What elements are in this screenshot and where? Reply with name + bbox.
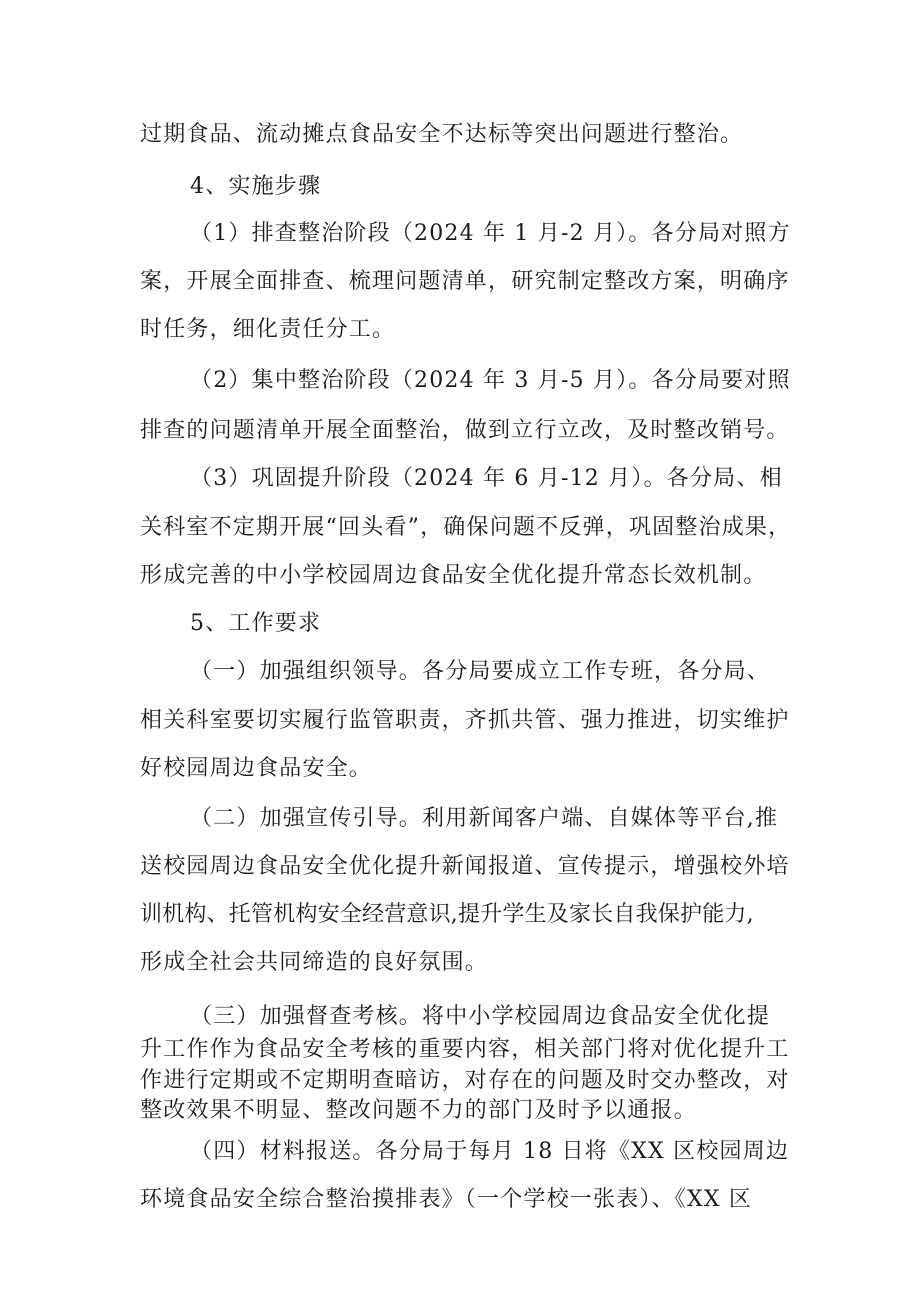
text-line: 相关科室要切实履行监管职责，齐抓共管、强力推进，切实维护 (140, 708, 790, 733)
text-line: 训机构、托管机构安全经营意识,提升学生及家长自我保护能力, (140, 902, 754, 927)
text-line: 关科室不定期开展“回头看”，确保问题不反弹，巩固整治成果， (140, 515, 792, 540)
section-heading: 5、工作要求 (190, 611, 322, 636)
text-line: （1）排查整治阶段（2024 年 1 月-2 月）。各分局对照方 (190, 221, 791, 246)
text-line: 好校园周边食品安全。 (140, 756, 373, 781)
text-line: （二）加强宣传引导。利用新闻客户端、自媒体等平台,推 (190, 806, 779, 831)
text-line: （三）加强督查考核。将中小学校园周边食品安全优化提 (190, 1004, 771, 1029)
text-line: （3）巩固提升阶段（2024 年 6 月-12 月）。各分局、相 (190, 466, 783, 491)
text-line: 排查的问题清单开展全面整治，做到立行立改，及时整改销号。 (140, 418, 790, 443)
text-line: 送校园周边食品安全优化提升新闻报道、宣传提示，增强校外培 (140, 854, 790, 879)
text-line: （四）材料报送。各分局于每月 18 日将《XX 区校园周边 (190, 1139, 790, 1164)
text-line: （2）集中整治阶段（2024 年 3 月-5 月）。各分局要对照 (190, 368, 791, 393)
text-line: 作进行定期或不定期明查暗访，对存在的问题及时交办整改，对 (140, 1068, 790, 1093)
text-line: 案，开展全面排查、梳理问题清单，研究制定整改方案，明确序 (140, 269, 790, 294)
text-line: 整改效果不明显、整改问题不力的部门及时予以通报。 (140, 1098, 697, 1123)
text-line: 形成完善的中小学校园周边食品安全优化提升常态长效机制。 (140, 563, 767, 588)
text-line: 环境食品安全综合整治摸排表》（一个学校一张表）、《XX 区 (140, 1187, 753, 1212)
text-line: 升工作作为食品安全考核的重要内容，相关部门将对优化提升工 (140, 1037, 790, 1062)
text-line: 时任务，细化责任分工。 (140, 317, 396, 342)
text-line: （一）加强组织领导。各分局要成立工作专班，各分局、 (190, 659, 771, 684)
text-line: 过期食品、流动摊点食品安全不达标等突出问题进行整治。 (140, 122, 744, 147)
text-line: 形成全社会共同缔造的良好氛围。 (140, 950, 489, 975)
section-heading: 4、实施步骤 (190, 174, 322, 199)
